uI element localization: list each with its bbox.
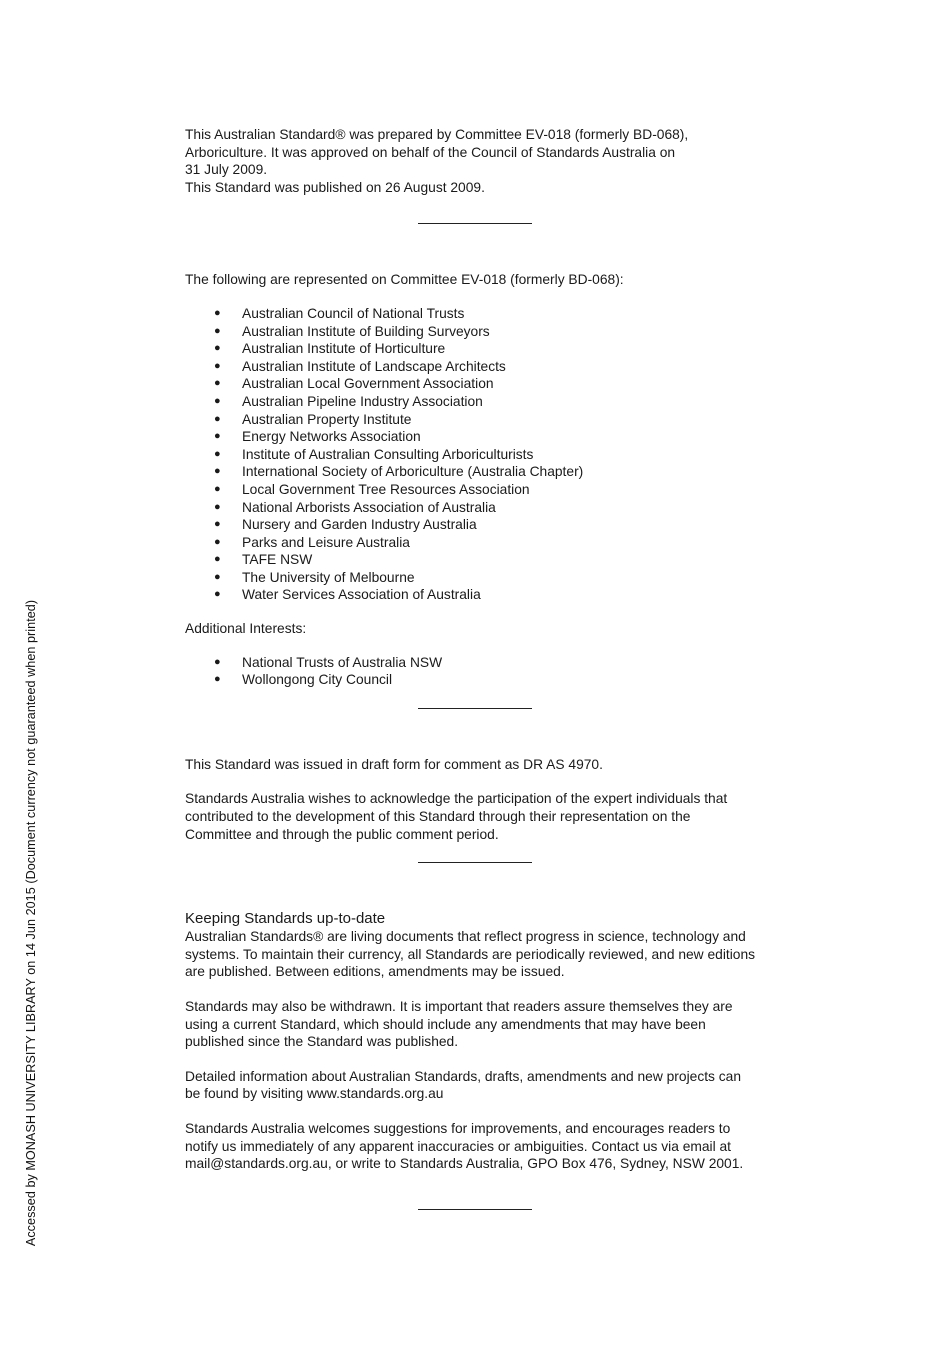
- paragraph-line: Standards Australia welcomes suggestions for improvements, and encourages readers to: [185, 1120, 731, 1136]
- bullet-icon: ●: [214, 430, 221, 443]
- bullet-icon: ●: [214, 482, 221, 495]
- bullet-icon: ●: [214, 535, 221, 548]
- bullet-icon: ●: [214, 673, 221, 686]
- paragraph-line: systems. To maintain their currency, all Standards are periodically reviewed, and new editions: [185, 946, 756, 962]
- list-item: ● Australian Institute of Landscape Architects: [214, 358, 506, 374]
- additional-interests-label: Additional Interests:: [185, 621, 307, 637]
- list-item: ● Water Services Association of Australia: [214, 587, 481, 603]
- bullet-icon: ●: [214, 655, 221, 668]
- bullet-icon: ●: [214, 394, 221, 407]
- list-item: ● The University of Melbourne: [214, 569, 415, 585]
- paragraph-line: using a current Standard, which should include any amendments that may have been: [185, 1016, 706, 1032]
- list-item: ● Nursery and Garden Industry Australia: [214, 517, 477, 533]
- list-item: ● National Arborists Association of Australia: [214, 499, 496, 515]
- paragraph-line: Standards may also be withdrawn. It is important that readers assure themselves they are: [185, 999, 733, 1014]
- list-item: ● Australian Institute of Building Surveyors: [214, 323, 490, 339]
- bullet-icon: ●: [214, 500, 221, 513]
- section-divider: [418, 1209, 532, 1210]
- section-heading: Keeping Standards up-to-date: [185, 910, 386, 928]
- section-divider: [418, 708, 532, 709]
- list-item: ● International Society of Arboriculture (Australia Chapter): [214, 464, 584, 480]
- list-item: ● Australian Property Institute: [214, 411, 412, 427]
- paragraph-line: Detailed information about Australian Standards, drafts, amendments and new projects can: [185, 1068, 742, 1084]
- bullet-icon: ●: [214, 306, 221, 319]
- paragraph-line: notify us immediately of any apparent inaccuracies or ambiguities. Contact us via email at: [185, 1138, 732, 1154]
- paragraph-line: are published. Between editions, amendments may be issued.: [185, 964, 565, 980]
- keeping-paragraph-4: [185, 1120, 785, 1173]
- bullet-icon: ●: [214, 465, 221, 478]
- access-watermark: Accessed by MONASH UNIVERSITY LIBRARY on 14 Jun 2015 (Document currency not guaranteed when printed): [24, 599, 38, 1247]
- list-item: ● National Trusts of Australia NSW: [214, 654, 443, 670]
- committee-intro: The following are represented on Committee EV-018 (formerly BD-068):: [185, 272, 624, 288]
- list-item: ● TAFE NSW: [214, 552, 313, 568]
- preparation-line: Arboriculture. It was approved on behalf of the Council of Standards Australia on: [185, 144, 676, 160]
- additional-interests-list: [185, 654, 785, 689]
- bullet-icon: ●: [214, 342, 221, 355]
- list-item: ● Australian Institute of Horticulture: [214, 341, 446, 357]
- list-item: ● Parks and Leisure Australia: [214, 534, 410, 550]
- publication-date: This Standard was published on 26 August 2009.: [185, 179, 485, 195]
- bullet-icon: ●: [214, 359, 221, 372]
- bullet-icon: ●: [214, 412, 221, 425]
- preparation-line: This Australian Standard® was prepared by Committee EV-018 (formerly BD-068),: [185, 127, 689, 142]
- bullet-icon: ●: [214, 588, 221, 601]
- bullet-icon: ●: [214, 377, 221, 390]
- list-item: ● Australian Local Government Association: [214, 376, 494, 392]
- acknowledgement-paragraph: [185, 790, 785, 843]
- bullet-icon: ●: [214, 570, 221, 583]
- acknowledgement-line: Committee and through the public comment period.: [185, 826, 499, 842]
- preparation-line: 31 July 2009.: [185, 162, 268, 178]
- preparation-block: [185, 126, 785, 196]
- document-body: [185, 126, 785, 1210]
- paragraph-line: be found by visiting www.standards.org.au: [185, 1086, 444, 1102]
- list-item: ● Australian Pipeline Industry Association: [214, 393, 483, 409]
- paragraph-line: mail@standards.org.au, or write to Standards Australia, GPO Box 476, Sydney, NSW 2001.: [185, 1156, 744, 1172]
- list-item: ● Institute of Australian Consulting Arboriculturists: [214, 446, 534, 462]
- list-item: ● Local Government Tree Resources Association: [214, 481, 530, 497]
- keeping-paragraph-1: [185, 928, 785, 981]
- list-item: ● Wollongong City Council: [214, 672, 393, 688]
- keeping-paragraph-2: [185, 998, 785, 1051]
- list-item: ● Energy Networks Association: [214, 429, 421, 445]
- acknowledgement-line: contributed to the development of this Standard through their representation on the: [185, 809, 691, 825]
- bullet-icon: ●: [214, 518, 221, 531]
- section-divider: [418, 223, 532, 224]
- keeping-paragraph-3: [185, 1068, 785, 1103]
- draft-notice: This Standard was issued in draft form for comment as DR AS 4970.: [185, 756, 603, 772]
- section-divider: [418, 862, 532, 863]
- bullet-icon: ●: [214, 324, 221, 337]
- acknowledgement-line: Standards Australia wishes to acknowledge the participation of the expert individuals that: [185, 791, 728, 807]
- list-item: ● Australian Council of National Trusts: [214, 305, 465, 321]
- bullet-icon: ●: [214, 553, 221, 566]
- bullet-icon: ●: [214, 447, 221, 460]
- committee-member-list: [185, 305, 785, 604]
- paragraph-line: published since the Standard was published.: [185, 1034, 459, 1050]
- paragraph-line: Australian Standards® are living documents that reflect progress in science, technology and: [185, 929, 746, 945]
